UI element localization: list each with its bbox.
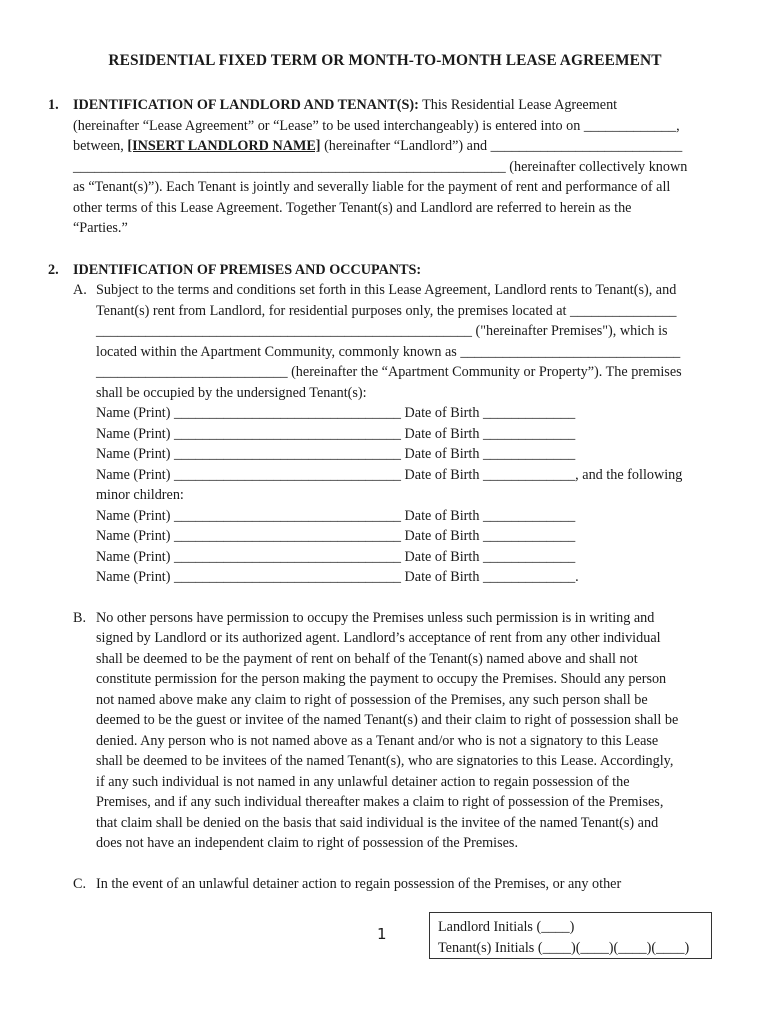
- section-2b-line: No other persons have permission to occupy the Premises unless such permission is in writing and: [96, 610, 655, 626]
- minor-children-label: minor children:: [96, 487, 184, 503]
- section-2c-line: In the event of an unlawful detainer action to regain possession of the Premises, or any other: [96, 876, 622, 892]
- tenant-name-row: Name (Print) ________________________________ Date of Birth _____________: [96, 446, 576, 462]
- minor-name-row: Name (Print) ________________________________ Date of Birth _____________: [96, 549, 576, 565]
- section-1-intro: This Residential Lease Agreement: [418, 97, 618, 113]
- section-2b-line: constitute permission for the person making the payment to occupy the Premises. Should any person: [96, 671, 667, 687]
- section-2b-line: deemed to be the guest or invitee of the named Tenant(s) and their claim to right of possession shall be: [96, 712, 679, 728]
- section-2b-line: if any such individual is not named in any unlawful detainer action to regain possession of the: [96, 774, 630, 790]
- tenant-initials: Tenant(s) Initials (____)(____)(____)(____): [438, 940, 690, 956]
- section-1-line-6: other terms of this Lease Agreement. Together Tenant(s) and Landlord are referred to herein as the: [73, 200, 632, 216]
- landlord-initials: Landlord Initials (____): [438, 919, 575, 935]
- minor-name-row: Name (Print) ________________________________ Date of Birth _____________: [96, 508, 576, 524]
- section-2b-line: does not have an independent claim to right of possession of the Premises.: [96, 835, 518, 851]
- landlord-name-placeholder: [INSERT LANDLORD NAME]: [127, 138, 321, 154]
- section-1-landlord-and: (hereinafter “Landlord”) and ___________________________: [320, 138, 683, 154]
- section-2a-line: shall be occupied by the undersigned Tenant(s):: [96, 385, 367, 401]
- section-2a-letter: A.: [73, 282, 87, 298]
- section-1-heading: IDENTIFICATION OF LANDLORD AND TENANT(S):: [73, 97, 419, 113]
- section-2b-line: shall be deemed to be invitees of the named Tenant(s), who are signatories to this Lease. Accordingly,: [96, 753, 674, 769]
- section-1-line-7: “Parties.”: [73, 220, 128, 236]
- section-2c-letter: C.: [73, 876, 87, 892]
- section-1-line-2: (hereinafter “Lease Agreement” or “Lease” to be used interchangeably) is entered into on _____________,: [73, 118, 680, 134]
- initials-box: [429, 912, 712, 959]
- minor-name-row: Name (Print) ________________________________ Date of Birth _____________.: [96, 569, 579, 585]
- section-2b-letter: B.: [73, 610, 87, 626]
- section-1-between: between,: [73, 138, 128, 154]
- section-2a-line: located within the Apartment Community, commonly known as _______________________________: [96, 344, 681, 360]
- page-number: 1: [377, 925, 387, 943]
- section-2b-line: shall be deemed to be the payment of rent on behalf of the Tenant(s) named above and shall not: [96, 651, 638, 667]
- section-1-line-3: [73, 136, 682, 156]
- section-2a-line: _____________________________________________________ ("hereinafter Premises"), which is: [96, 323, 668, 339]
- section-2b-line: not named above make any claim to right of possession of the Premises, any such person shall be: [96, 692, 648, 708]
- section-2b-line: signed by Landlord or its authorized agent. Landlord’s acceptance of rent from any other individual: [96, 630, 661, 646]
- section-1-line-1: [73, 95, 617, 115]
- section-2-number: 2.: [48, 262, 59, 278]
- tenant-name-row: Name (Print) ________________________________ Date of Birth _____________, and the following: [96, 467, 683, 483]
- section-2a-line: Subject to the terms and conditions set forth in this Lease Agreement, Landlord rents to Tenant(s), and: [96, 282, 677, 298]
- section-2a-line: ___________________________ (hereinafter the “Apartment Community or Property”). The premises: [96, 364, 682, 380]
- section-2b-line: denied. Any person who is not named above as a Tenant and/or who is not a signatory to this Lease: [96, 733, 659, 749]
- minor-name-row: Name (Print) ________________________________ Date of Birth _____________: [96, 528, 576, 544]
- section-1-line-5: as “Tenant(s)”). Each Tenant is jointly and severally liable for the payment of rent and performance of all: [73, 179, 671, 195]
- section-2b-line: that claim shall be denied on the basis that said individual is the invitee of the named Tenant(s) and: [96, 815, 659, 831]
- tenant-name-row: Name (Print) ________________________________ Date of Birth _____________: [96, 405, 576, 421]
- section-2a-line: Tenant(s) rent from Landlord, for residential purposes only, the premises located at _______________: [96, 303, 677, 319]
- section-1-line-4: _____________________________________________________________ (hereinafter collectively known: [73, 159, 688, 175]
- section-1-number: 1.: [48, 97, 59, 113]
- section-2b-line: Premises, and if any such individual thereafter makes a claim to right of possession of the Premises,: [96, 794, 664, 810]
- document-title: RESIDENTIAL FIXED TERM OR MONTH-TO-MONTH LEASE AGREEMENT: [108, 52, 662, 69]
- tenant-name-row: Name (Print) ________________________________ Date of Birth _____________: [96, 426, 576, 442]
- section-2-heading: IDENTIFICATION OF PREMISES AND OCCUPANTS:: [73, 262, 422, 278]
